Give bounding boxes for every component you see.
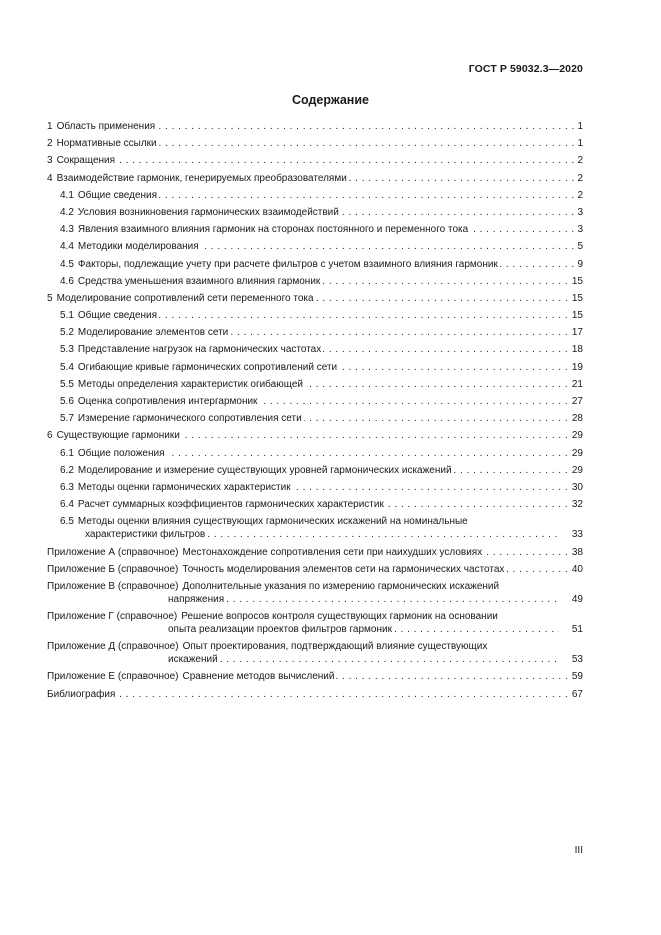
toc-entry-number: 5.4	[60, 361, 74, 373]
toc-entry-page: 27	[571, 396, 583, 407]
toc-entry[interactable]	[60, 361, 583, 374]
toc-entry-page: 2	[577, 189, 583, 201]
toc-entry-title: Факторы, подлежащие учету при расчете фильтров с учетом взаимного влияния гармоник	[77, 258, 498, 270]
toc-entry-page: 2	[577, 172, 583, 184]
toc-entry-title: Методики моделирования	[77, 241, 199, 253]
toc-entry-title: Расчет суммарных коэффициентов гармонических характеристик	[77, 499, 384, 511]
toc-entry[interactable]	[47, 688, 583, 701]
toc-entry-page: 15	[571, 292, 583, 304]
toc-entry-page: 3	[577, 224, 583, 236]
toc-entry-page: 21	[571, 378, 583, 390]
toc-entry-page: 29	[571, 430, 583, 442]
toc-entry[interactable]	[60, 223, 583, 236]
toc-entry[interactable]	[60, 240, 583, 253]
toc-entry-number: 5.7	[60, 413, 74, 425]
toc-entry[interactable]	[47, 292, 583, 305]
table-of-contents	[47, 120, 583, 705]
toc-entry-number: Приложение Г (справочное)	[47, 611, 178, 623]
toc-entry[interactable]	[60, 309, 583, 322]
toc-entry[interactable]	[60, 412, 583, 425]
toc-entry[interactable]	[47, 172, 583, 185]
toc-entry-number: 4.1	[60, 189, 74, 201]
toc-entry[interactable]	[47, 546, 583, 559]
toc-entry-number: 6.4	[60, 499, 74, 511]
toc-entry-title: Местонахождение сопротивления сети при наихудших условиях	[182, 546, 483, 558]
toc-entry[interactable]	[60, 206, 583, 219]
toc-entry-number: 2	[47, 138, 53, 150]
toc-entry-number: 5.2	[60, 327, 74, 339]
toc-entry-page: 18	[571, 344, 583, 356]
toc-entry-number: 5.3	[60, 344, 74, 356]
toc-entry-title: Общие сведения	[77, 189, 158, 201]
toc-entry-title: Существующие гармоники	[56, 430, 180, 442]
toc-entry[interactable]	[60, 378, 583, 391]
toc-entry-page: 3	[577, 206, 583, 218]
toc-entry[interactable]	[60, 326, 583, 339]
toc-entry[interactable]	[60, 498, 583, 511]
toc-entry-page: 9	[577, 258, 583, 270]
toc-entry-number: Приложение Д (справочное)	[47, 641, 179, 653]
toc-entry-page: 53	[571, 654, 583, 666]
toc-entry-title: Моделирование элементов сети	[77, 327, 229, 339]
toc-entry[interactable]	[47, 429, 583, 442]
toc-entry-number: 5.6	[60, 396, 74, 407]
toc-entry-title: Сокращения	[56, 155, 116, 167]
toc-entry[interactable]	[60, 395, 583, 408]
toc-entry-title: Библиография	[47, 688, 116, 700]
toc-entry-number: Приложение А (справочное)	[47, 546, 179, 558]
toc-entry-page: 49	[571, 593, 583, 605]
page-number: III	[574, 845, 583, 856]
toc-entry-number: 6.3	[60, 481, 74, 493]
toc-entry-number: 4.5	[60, 258, 74, 270]
toc-entry-page: 28	[571, 413, 583, 425]
toc-entry-page: 5	[577, 241, 583, 253]
toc-entry[interactable]	[47, 563, 583, 576]
toc-entry-number: 6.5	[60, 516, 74, 528]
toc-entry-number: 6	[47, 430, 53, 442]
toc-entry-page: 1	[577, 138, 583, 150]
toc-entry-title: Средства уменьшения взаимного влияния гармоник	[77, 275, 321, 287]
toc-entry-title: Оценка сопротивления интергармоник	[77, 396, 258, 407]
toc-entry-page: 15	[571, 310, 583, 322]
toc-entry-page: 32	[571, 499, 583, 511]
toc-entry-page: 2	[577, 155, 583, 167]
toc-entry-title: Нормативные ссылки	[56, 138, 157, 150]
toc-entry[interactable]	[60, 447, 583, 460]
page-title: Содержание	[291, 93, 369, 107]
toc-entry-title: Решение вопросов контроля существующих гармоник на основании	[181, 611, 498, 623]
toc-entry-title: Сравнение методов вычислений	[182, 671, 335, 683]
toc-entry-title: Моделирование и измерение существующих уровней гармонических искажений	[77, 464, 452, 476]
toc-entry-title: Огибающие кривые гармонических сопротивлений сети	[77, 361, 338, 373]
toc-entry[interactable]	[60, 464, 583, 477]
toc-entry-page: 33	[571, 529, 583, 541]
toc-entry-title: Условия возникновения гармонических взаимодействий	[77, 206, 339, 218]
toc-entry[interactable]	[60, 515, 583, 541]
toc-entry[interactable]	[47, 670, 583, 683]
toc-entry[interactable]	[47, 120, 583, 133]
toc-entry-page: 38	[571, 546, 583, 558]
toc-entry-title: Методы определения характеристик огибающей	[77, 378, 304, 390]
toc-entry-title: Представление нагрузок на гармонических частотах	[77, 344, 322, 356]
toc-entry-number: 5.5	[60, 378, 74, 390]
toc-entry-number: 4	[47, 172, 53, 184]
toc-entry[interactable]	[47, 640, 583, 666]
toc-entry-title: Методы оценки влияния существующих гармонических искажений на номинальные	[77, 516, 468, 528]
toc-entry-number: 1	[47, 121, 53, 132]
toc-entry-page: 59	[571, 671, 583, 683]
toc-entry[interactable]	[47, 580, 583, 606]
toc-entry[interactable]	[60, 258, 583, 271]
toc-entry-title-continued: характеристики фильтров	[85, 529, 206, 541]
toc-entry-title: Дополнительные указания по измерению гармонических искажений	[182, 580, 500, 592]
toc-entry[interactable]	[60, 189, 583, 202]
toc-entry[interactable]	[60, 481, 583, 494]
toc-entry-number: 6.1	[60, 447, 74, 459]
document-code: ГОСТ Р 59032.3—2020	[468, 63, 583, 75]
toc-entry-title: Область применения	[56, 121, 156, 132]
toc-entry[interactable]	[60, 343, 583, 356]
toc-entry[interactable]	[47, 154, 583, 167]
toc-entry-page: 29	[571, 447, 583, 459]
toc-entry-title: Опыт проектирования, подтверждающий влияние существующих	[182, 641, 488, 653]
toc-entry-number: 5.1	[60, 310, 74, 322]
toc-entry-page: 30	[571, 481, 583, 493]
toc-entry-number: 4.4	[60, 241, 74, 253]
toc-entry[interactable]	[47, 610, 583, 636]
toc-entry-number: 5	[47, 292, 53, 304]
toc-entry-title: Общие сведения	[77, 310, 158, 322]
toc-entry-number: 4.6	[60, 275, 74, 287]
toc-entry-title: Общие положения	[77, 447, 165, 459]
toc-entry[interactable]	[47, 137, 583, 150]
toc-entry-title-continued: искажений	[168, 654, 218, 666]
toc-entry-page: 1	[577, 121, 583, 132]
toc-entry-number: Приложение Б (справочное)	[47, 563, 179, 575]
toc-entry-title: Методы оценки гармонических характеристик	[77, 481, 291, 493]
toc-entry-title: Измерение гармонического сопротивления сети	[77, 413, 302, 425]
toc-entry-number: Приложение Е (справочное)	[47, 671, 179, 683]
toc-entry-page: 51	[571, 624, 583, 636]
toc-entry[interactable]	[60, 275, 583, 288]
toc-entry-page: 15	[571, 275, 583, 287]
toc-entry-page: 29	[571, 464, 583, 476]
toc-entry-title-continued: опыта реализации проектов фильтров гармоник	[168, 624, 392, 636]
toc-entry-page: 67	[571, 688, 583, 700]
toc-entry-page: 40	[571, 563, 583, 575]
toc-entry-number: 4.3	[60, 224, 74, 236]
toc-entry-title-continued: напряжения	[168, 593, 225, 605]
toc-entry-title: Моделирование сопротивлений сети переменного тока	[56, 292, 314, 304]
toc-entry-page: 19	[571, 361, 583, 373]
toc-entry-number: 4.2	[60, 206, 74, 218]
toc-entry-number: 6.2	[60, 464, 74, 476]
toc-entry-title: Точность моделирования элементов сети на гармонических частотах	[182, 563, 505, 575]
toc-entry-number: 3	[47, 155, 53, 167]
toc-entry-number: Приложение В (справочное)	[47, 580, 179, 592]
toc-entry-page: 17	[571, 327, 583, 339]
toc-entry-title: Взаимодействие гармоник, генерируемых преобразователями	[56, 172, 347, 184]
toc-entry-title: Явления взаимного влияния гармоник на сторонах постоянного и переменного тока	[77, 224, 469, 236]
